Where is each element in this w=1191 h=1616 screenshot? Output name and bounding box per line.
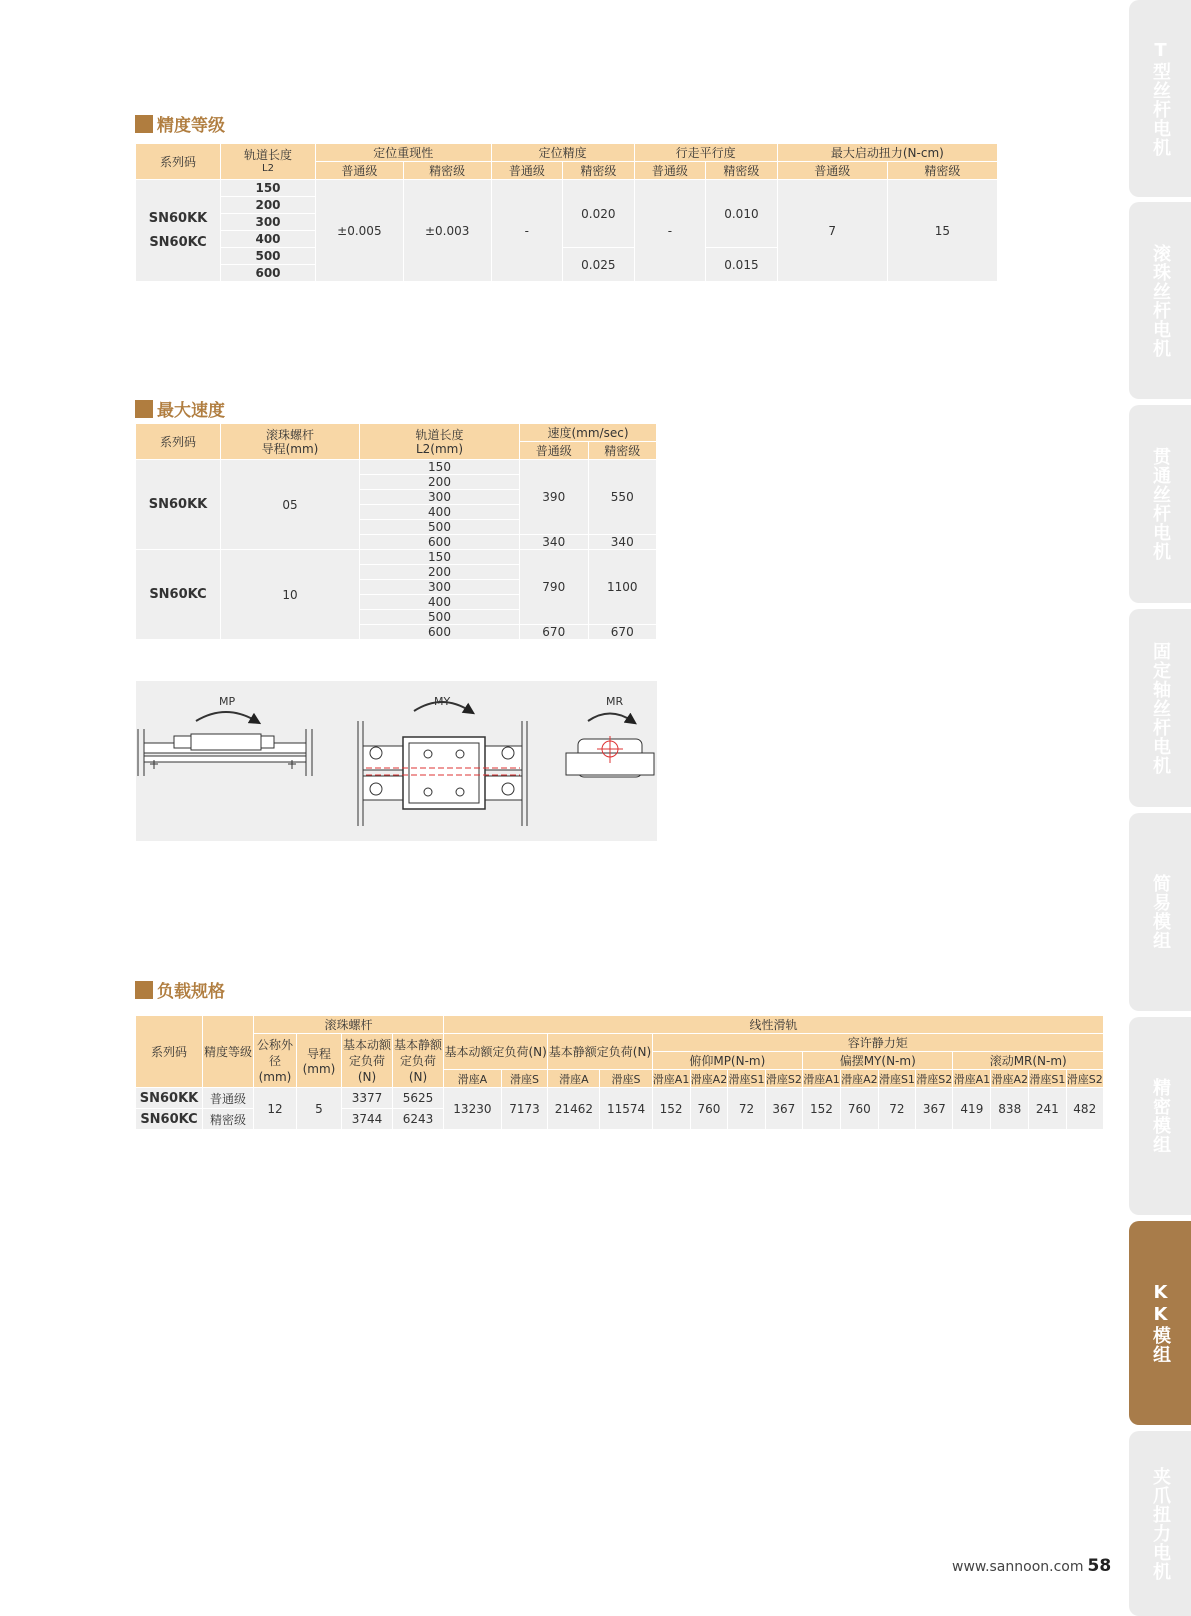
rail-length: 400	[221, 231, 316, 248]
moment-value: 760	[690, 1088, 728, 1130]
moment-value: 367	[916, 1088, 953, 1130]
repeat-precise: ±0.003	[403, 180, 491, 282]
col-ball-screw: 滚珠螺杆	[254, 1016, 444, 1034]
col-grade: 精度等级	[203, 1016, 254, 1088]
speed-precise: 670	[588, 625, 657, 640]
tab-ball-screw-motor[interactable]	[1129, 202, 1191, 399]
grade-normal: 普通级	[520, 442, 589, 460]
speed-normal: 340	[520, 535, 589, 550]
section-title-load	[135, 977, 225, 1002]
moment-value: 72	[728, 1088, 765, 1130]
yaw-view	[358, 702, 527, 826]
load-table	[135, 1015, 1104, 1130]
grade-precise: 精密级	[403, 162, 491, 180]
section-title-precision	[135, 111, 225, 136]
tab-t-screw-motor[interactable]	[1129, 0, 1191, 197]
col-parallelism: 行走平行度	[634, 144, 777, 162]
col-series: 系列码	[136, 1016, 203, 1088]
dynamic-load-value: 3744	[342, 1109, 393, 1130]
tab-kk-module[interactable]	[1129, 1221, 1191, 1425]
rail-length: 300	[360, 490, 520, 505]
block-type: 滑座A1	[803, 1070, 841, 1088]
rail-length: 500	[360, 610, 520, 625]
rail-length: 400	[360, 505, 520, 520]
series-code: SN60KC	[136, 550, 221, 640]
rail-length: 500	[221, 248, 316, 265]
block-type: 滑座S2	[1066, 1070, 1103, 1088]
block-type: 滑座S2	[765, 1070, 802, 1088]
moment-value: 838	[991, 1088, 1029, 1130]
yaw-moment-label: MY	[434, 695, 451, 708]
parallel-precise: 0.010	[706, 180, 778, 248]
static-load-value: 6243	[393, 1109, 444, 1130]
col-rail-length-sub: L2	[262, 162, 274, 174]
grade-normal: 普通级	[777, 162, 887, 180]
block-type: 滑座S1	[728, 1070, 765, 1088]
static-load-value: 5625	[393, 1088, 444, 1109]
rail-value: 11574	[600, 1088, 652, 1130]
rail-length: 150	[360, 550, 520, 565]
col-pitch: 俯仰MP(N-m)	[652, 1052, 802, 1070]
rail-length: 600	[221, 265, 316, 282]
repeat-normal: ±0.005	[316, 180, 404, 282]
rail-length: 600	[360, 535, 520, 550]
grade-normal: 普通级	[634, 162, 706, 180]
parallel-normal: -	[634, 180, 706, 282]
section-marker-icon	[135, 115, 153, 133]
website-url: www.sannoon.com	[952, 1559, 1084, 1575]
col-rail-dynamic: 基本动额定负荷(N)	[444, 1034, 548, 1070]
pitch-view	[138, 712, 312, 776]
section-title-text: 最大速度	[157, 401, 225, 421]
section-title-text: 负载规格	[157, 982, 225, 1002]
col-static-moment: 容许静力矩	[652, 1034, 1103, 1052]
block-type: 滑座A2	[991, 1070, 1029, 1088]
block-type: 滑座A2	[840, 1070, 878, 1088]
speed-precise: 550	[588, 460, 657, 535]
grade-precise: 精密级	[563, 162, 635, 180]
block-type: 滑座S1	[1029, 1070, 1066, 1088]
accuracy-precise: 0.020	[563, 180, 635, 248]
series-code: SN60KC	[149, 234, 207, 250]
rail-length: 400	[360, 595, 520, 610]
tab-label: 滚珠丝杆电机	[1150, 243, 1171, 358]
lead-value: 5	[297, 1088, 342, 1130]
rail-length: 200	[360, 475, 520, 490]
precision-table	[135, 143, 998, 282]
rail-value: 13230	[444, 1088, 502, 1130]
lead-value: 10	[221, 550, 360, 640]
moment-value: 419	[953, 1088, 991, 1130]
block-type: 滑座A	[444, 1070, 502, 1088]
rail-length: 300	[221, 214, 316, 231]
block-type: 滑座A2	[690, 1070, 728, 1088]
col-rail-length	[221, 144, 316, 180]
rail-length: 200	[360, 565, 520, 580]
torque-precise: 15	[887, 180, 997, 282]
col-dynamic-load: 基本动额定负荷(N)	[342, 1034, 393, 1088]
col-yaw: 偏摆MY(N-m)	[803, 1052, 953, 1070]
moment-value: 72	[878, 1088, 915, 1130]
section-title-speed	[135, 396, 225, 421]
speed-precise: 1100	[588, 550, 657, 625]
accuracy-precise: 0.025	[563, 248, 635, 282]
col-length-label: 轨道长度	[415, 427, 464, 442]
page-footer	[952, 1556, 1111, 1576]
dynamic-load-value: 3377	[342, 1088, 393, 1109]
tab-precision-module[interactable]	[1129, 1017, 1191, 1215]
rail-length: 300	[360, 580, 520, 595]
moment-diagram	[136, 681, 657, 841]
series-code: SN60KK	[148, 210, 208, 226]
pitch-moment-label: MP	[219, 695, 236, 708]
tab-label: 简易模组	[1150, 874, 1171, 950]
moment-diagram-drawing	[136, 681, 657, 841]
block-type: 滑座A1	[652, 1070, 690, 1088]
roll-view	[566, 714, 654, 778]
speed-normal: 790	[520, 550, 589, 625]
col-torque: 最大启动扭力(N-cm)	[777, 144, 997, 162]
moment-value: 482	[1066, 1088, 1103, 1130]
speed-precise: 340	[588, 535, 657, 550]
moment-value: 241	[1029, 1088, 1066, 1130]
col-lead-label: 滚珠螺杆	[265, 427, 314, 442]
grade-normal: 普通级	[491, 162, 563, 180]
rail-length: 150	[360, 460, 520, 475]
col-rail-length-label: 轨道长度	[243, 147, 292, 162]
diameter-value: 12	[254, 1088, 297, 1130]
page-number: 58	[1087, 1556, 1112, 1576]
col-lead	[221, 424, 360, 460]
grade-precise: 精密级	[706, 162, 778, 180]
torque-normal: 7	[777, 180, 887, 282]
tab-through-screw-motor[interactable]	[1129, 405, 1191, 603]
roll-moment-label: MR	[606, 695, 624, 708]
grade: 精密级	[203, 1109, 254, 1130]
block-type: 滑座A	[548, 1070, 600, 1088]
col-series: 系列码	[136, 144, 221, 180]
rail-length: 200	[221, 197, 316, 214]
col-linear-rail: 线性滑轨	[444, 1016, 1104, 1034]
rail-length: 500	[360, 520, 520, 535]
section-marker-icon	[135, 981, 153, 999]
tab-label: 夹爪扭力电机	[1150, 1466, 1171, 1581]
series-code: SN60KC	[136, 1109, 203, 1130]
tab-gripper-torque-motor[interactable]	[1129, 1431, 1191, 1616]
col-diameter: 公称外径(mm)	[254, 1034, 297, 1088]
moment-value: 152	[803, 1088, 841, 1130]
col-static-load: 基本静额定负荷(N)	[393, 1034, 444, 1088]
block-type: 滑座S2	[916, 1070, 953, 1088]
tab-label: 精密模组	[1150, 1078, 1171, 1154]
col-length	[360, 424, 520, 460]
tab-fixed-shaft-screw-motor[interactable]	[1129, 609, 1191, 807]
col-rail-static: 基本静额定负荷(N)	[548, 1034, 652, 1070]
block-type: 滑座S1	[878, 1070, 915, 1088]
rail-length: 600	[360, 625, 520, 640]
tab-label: T型丝杆电机	[1150, 40, 1171, 157]
tab-simple-module[interactable]	[1129, 813, 1191, 1011]
lead-value: 05	[221, 460, 360, 550]
series-cell	[136, 180, 221, 282]
col-length-sub: L2(mm)	[415, 441, 464, 456]
rail-length: 150	[221, 180, 316, 197]
section-title-text: 精度等级	[157, 116, 225, 136]
col-roll: 滚动MR(N-m)	[953, 1052, 1104, 1070]
rail-value: 21462	[548, 1088, 600, 1130]
col-accuracy: 定位精度	[491, 144, 634, 162]
col-series: 系列码	[136, 424, 221, 460]
grade-precise: 精密级	[887, 162, 997, 180]
col-lead-sub: 导程(mm)	[261, 441, 319, 456]
moment-value: 367	[765, 1088, 802, 1130]
speed-table	[135, 423, 657, 640]
rail-value: 7173	[501, 1088, 548, 1130]
block-type: 滑座A1	[953, 1070, 991, 1088]
block-type: 滑座S	[600, 1070, 652, 1088]
col-speed: 速度(mm/sec)	[520, 424, 657, 442]
moment-value: 760	[840, 1088, 878, 1130]
series-code: SN60KK	[136, 1088, 203, 1109]
series-code: SN60KK	[136, 460, 221, 550]
grade: 普通级	[203, 1088, 254, 1109]
tab-label: 固定轴丝杆电机	[1150, 641, 1171, 775]
col-repeatability: 定位重现性	[316, 144, 492, 162]
tab-label: 贯通丝杆电机	[1150, 447, 1171, 561]
grade-normal: 普通级	[316, 162, 404, 180]
grade-precise: 精密级	[588, 442, 657, 460]
category-tabs	[1129, 0, 1191, 1616]
speed-normal: 670	[520, 625, 589, 640]
moment-value: 152	[652, 1088, 690, 1130]
tab-label: KK模组	[1150, 1282, 1171, 1364]
parallel-precise: 0.015	[706, 248, 778, 282]
section-marker-icon	[135, 400, 153, 418]
block-type: 滑座S	[501, 1070, 548, 1088]
speed-normal: 390	[520, 460, 589, 535]
col-lead: 导程(mm)	[297, 1034, 342, 1088]
accuracy-normal: -	[491, 180, 563, 282]
